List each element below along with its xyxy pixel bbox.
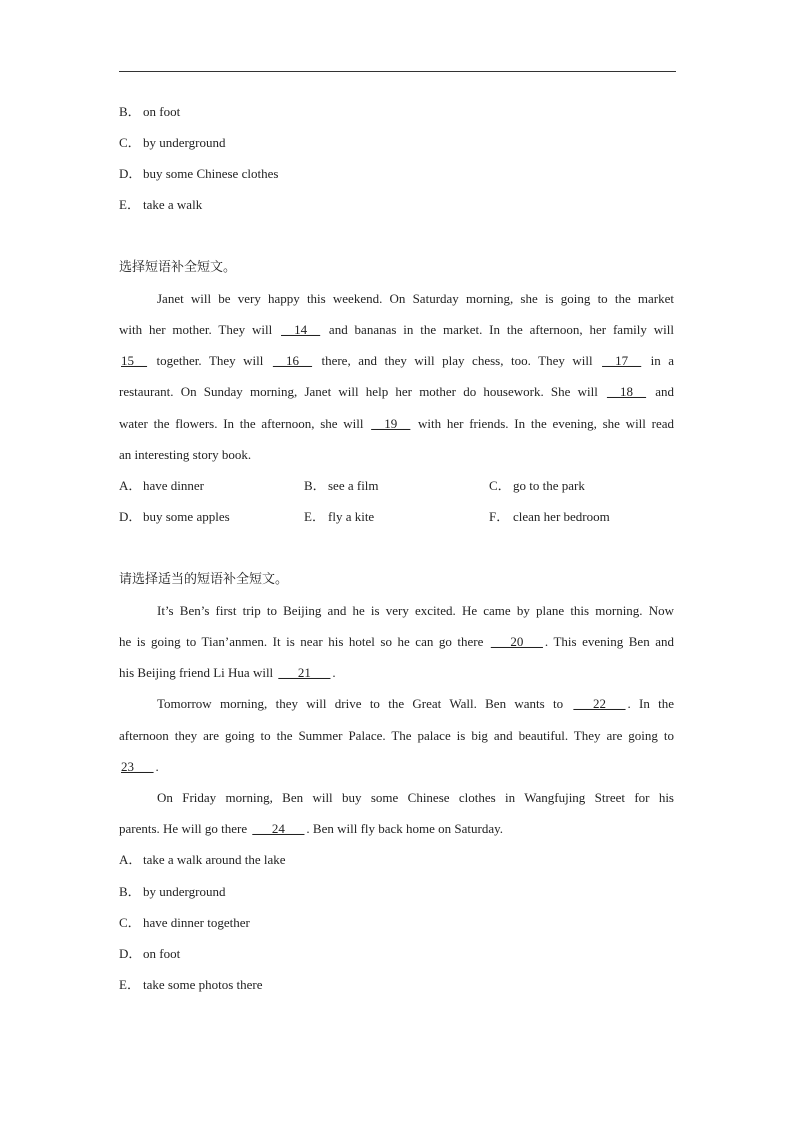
section3-option-b: B． by underground	[119, 884, 226, 899]
section2-option-f: F． clean her bedroom	[489, 509, 610, 524]
blank-22[interactable]: ___22___	[573, 696, 626, 711]
section3-heading: 请选择适当的短语补全短文。	[119, 572, 289, 587]
section3-p1-line-1: It’s Ben’s first trip to Beijing and he is very excited. He came by plane this morning. Now	[157, 603, 674, 618]
option-d: D． buy some Chinese clothes	[119, 166, 279, 181]
blank-24[interactable]: ___24___	[252, 821, 305, 836]
option-b: B． on foot	[119, 104, 181, 119]
section2-option-c: C． go to the park	[489, 478, 585, 493]
blank-14[interactable]: __14__	[281, 322, 321, 337]
blank-17[interactable]: __17__	[602, 353, 642, 368]
section3-p3-line-2: parents. He will go there ___24___ . Ben will fly back home on Saturday.	[119, 821, 504, 836]
blank-15[interactable]: 15__	[121, 353, 147, 368]
blank-18[interactable]: __18__	[607, 384, 647, 399]
blank-16[interactable]: __16__	[272, 353, 312, 368]
blank-21[interactable]: ___21___	[278, 665, 331, 680]
section2-option-d: D． buy some apples	[119, 509, 230, 524]
section3-p3-line-1: On Friday morning, Ben will buy some Chinese clothes in Wangfujing Street for his	[157, 790, 674, 805]
section3-p1-line-3: his Beijing friend Li Hua will ___21___ .	[119, 665, 336, 680]
section3-p2-line-3: 23___ .	[121, 759, 159, 774]
section2-line-2: with her mother. They will __14__ and bananas in the market. In the afternoon, her family will	[119, 322, 674, 337]
section3-p2-line-2: afternoon they are going to the Summer Palace. The palace is big and beautiful. They are going to	[119, 728, 674, 743]
section2-option-b: B． see a film	[304, 478, 379, 493]
section2-line-5: water the flowers. In the afternoon, she will __19__ with her friends. In the evening, she will read	[119, 416, 675, 431]
section3-option-e: E． take some photos there	[119, 977, 263, 992]
blank-20[interactable]: ___20___	[490, 634, 543, 649]
section2-line-4: restaurant. On Sunday morning, Janet will help her mother do housework. She will __18__ and	[119, 384, 675, 399]
section3-p2-line-1: Tomorrow morning, they will drive to the Great Wall. Ben wants to ___22___ . In the	[157, 696, 675, 711]
blank-19[interactable]: __19__	[371, 416, 411, 431]
section2-heading: 选择短语补全短文。	[119, 260, 237, 275]
header-rule	[119, 71, 676, 72]
section2-line-6: an interesting story book.	[119, 447, 252, 462]
section2-option-a: A． have dinner	[119, 478, 205, 493]
section2-option-e: E． fly a kite	[304, 509, 375, 524]
blank-23[interactable]: 23___	[121, 759, 154, 774]
section2-line-3: 15__ together. They will __16__ there, and they will play chess, too. They will __17__ in a	[121, 353, 675, 368]
option-c: C． by underground	[119, 135, 226, 150]
option-e: E． take a walk	[119, 197, 203, 212]
section3-option-c: C． have dinner together	[119, 915, 250, 930]
section3-option-d: D． on foot	[119, 946, 181, 961]
section2-line-1: Janet will be very happy this weekend. On Saturday morning, she is going to the market	[157, 291, 674, 306]
section3-option-a: A． take a walk around the lake	[119, 852, 286, 867]
section3-p1-line-2: he is going to Tian’anmen. It is near his hotel so he can go there ___20___ . This evening Ben and	[119, 634, 674, 649]
